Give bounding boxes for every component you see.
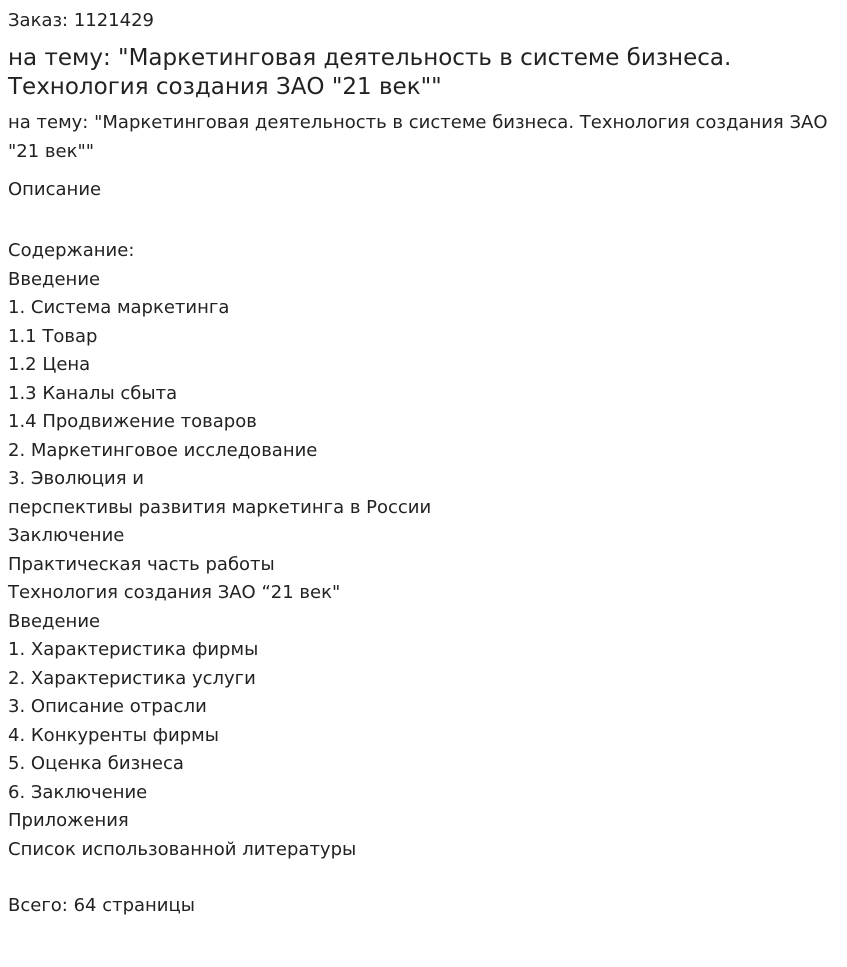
toc-item: Список использованной литературы — [8, 838, 357, 860]
toc-item: 5. Оценка бизнеса — [8, 753, 184, 774]
toc-item: Содержание: — [8, 240, 135, 261]
toc-item: 6. Заключение — [8, 781, 148, 803]
page-title: на тему: "Маркетинговая деятельность в системе бизнеса. Технология создания ЗАО "21 век"" — [8, 45, 732, 100]
toc-item: перспективы развития маркетинга в России — [8, 496, 432, 518]
toc-item: 2. Маркетинговое исследование — [8, 439, 318, 461]
order-number: Заказ: 1121429 — [8, 10, 154, 31]
description-heading: Описание — [8, 179, 102, 200]
total-pages: Всего: 64 страницы — [8, 895, 195, 916]
toc-item: 1.2 Цена — [8, 354, 91, 375]
toc-item: 1. Характеристика фирмы — [8, 639, 259, 660]
toc-item: Практическая часть работы — [8, 553, 275, 575]
toc-item: Введение — [8, 268, 101, 290]
toc-item: 4. Конкуренты фирмы — [8, 724, 219, 746]
toc-item: Заключение — [8, 525, 125, 546]
toc-item: 1.1 Товар — [8, 325, 98, 347]
toc-item: 1.4 Продвижение товаров — [8, 411, 257, 432]
page-subtitle: на тему: "Маркетинговая деятельность в системе бизнеса. Технология создания ЗАО "21 век"" — [8, 112, 828, 162]
toc-item: 3. Описание отрасли — [8, 696, 207, 717]
toc-item: Приложения — [8, 810, 129, 831]
toc-item: 1.3 Каналы сбыта — [8, 382, 178, 404]
toc-item: 1. Система маркетинга — [8, 297, 230, 318]
table-of-contents — [8, 237, 839, 864]
toc-item: 2. Характеристика услуги — [8, 667, 256, 689]
toc-item: Технология создания ЗАО “21 век" — [8, 582, 341, 603]
toc-item: Введение — [8, 610, 101, 632]
toc-item: 3. Эволюция и — [8, 468, 144, 489]
